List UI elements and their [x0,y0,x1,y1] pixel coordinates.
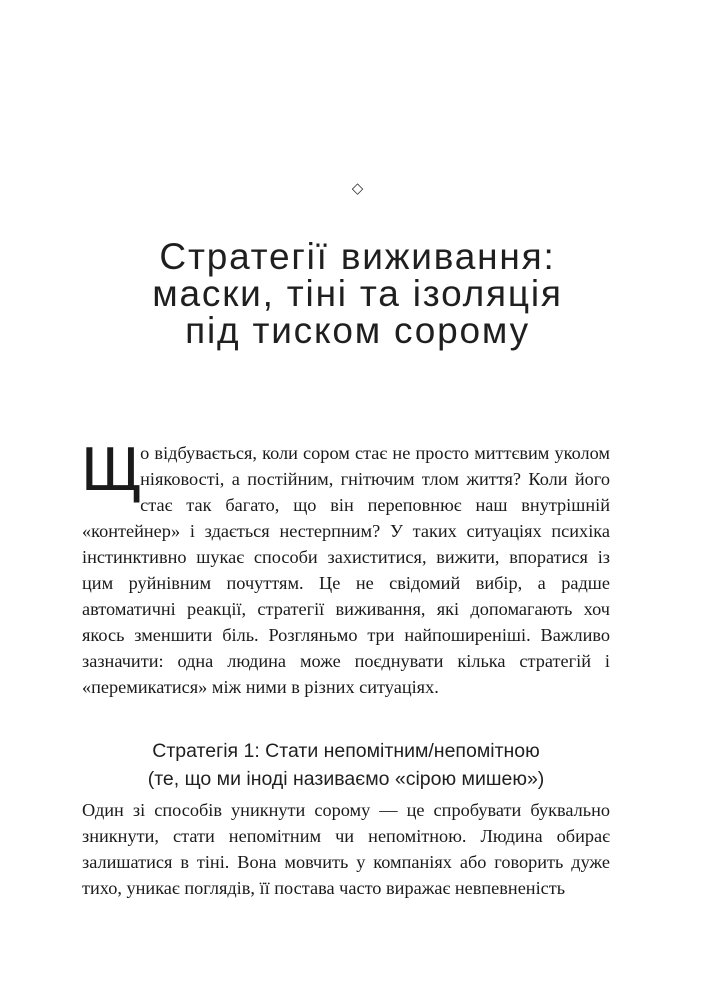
section-paragraph: Один зі способів уникнути сорому — це спробувати буквально зникнути, стати непомітним чи непомітною. Людина обирає залишатися в тіні. Вона мовчить у компаніях або говорить дуже тихо, уникає поглядів, її постава часто виражає невпевненість [82,800,610,898]
drop-cap: Щ [81,435,143,504]
section-heading [82,737,610,793]
diamond-ornament-icon: ◇ [351,179,364,197]
intro-paragraph-text: о відбувається, коли сором стає не просто миттєвим уколом ніяковості, а постійним, гнітючим тлом життя? Коли його стає так багато, що він переповнює наш внутрішній «контейнер» і здається нестерпним? У таких ситуаціях психіка інстинктивно шукає способи захиститися, вижити, впоратися із цим руйнівним почуттям. Це не свідомий вибір, а радше автоматичні реакції, стратегії виживання, які допомагають хоч якось зменшити біль. Розгляньмо три найпоширеніші. Важливо зазначити: одна людина може поєднувати кілька стратегій і «перемикатися» між ними в різних ситуаціях. [82,443,610,697]
chapter-title [60,238,655,349]
chapter-title-line: Стратегії виживання: [159,236,556,277]
section-heading-line: (те, що ми іноді називаємо «сірою мишею») [147,768,545,790]
section-heading-line: Стратегія 1: Стати непомітним/непомітною [152,740,540,762]
chapter-title-line: під тиском сорому [185,310,530,351]
chapter-title-line: маски, тіні та ізоляція [152,273,563,314]
intro-paragraph [81,435,610,700]
